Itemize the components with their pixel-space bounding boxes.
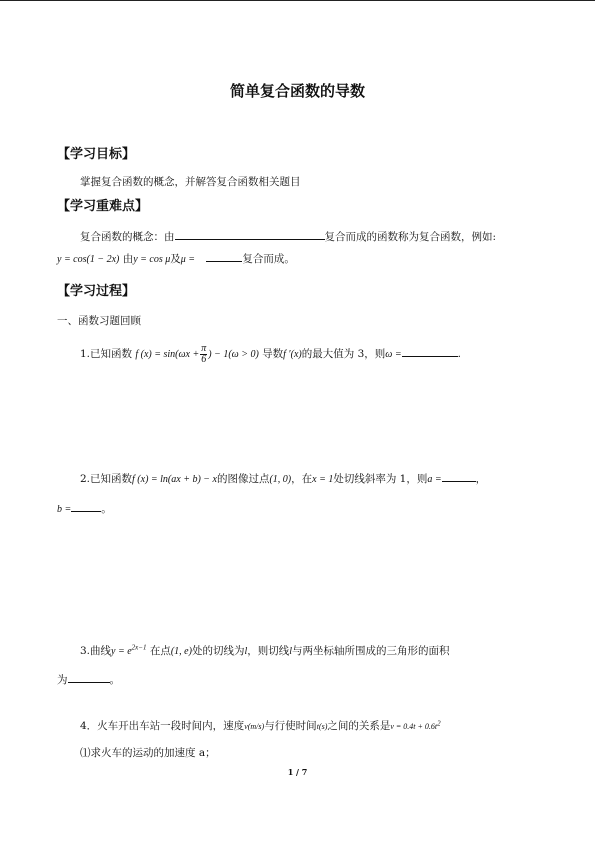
q1-fraction-numerator: π [201,342,207,354]
key-line-1-start: 复合函数的概念：由 [80,231,175,243]
section-process-heading: 【学习过程】 [57,284,136,299]
q2-comma: ， [475,473,487,485]
q2-b: b = [57,504,72,515]
q3-text-at: 在点 [149,645,171,657]
q4-label: 4．火车开出车站一段时间内，速度 [80,720,245,732]
q1-end: . [457,348,461,360]
question-3 [80,643,450,658]
question-3-line-2 [57,671,120,687]
key-line-1 [80,228,496,244]
q2-end: 。 [101,503,112,515]
q2-point: (1, 0) [269,474,292,485]
q3-curve-base: y = e [111,646,132,657]
q1-answer-blank [402,345,458,357]
q1-function-end: ) − 1(ω > 0) [208,349,259,360]
section-key-heading: 【学习重难点】 [57,199,149,214]
q2-a: a = [427,474,442,485]
q3-text-then: ，则切线 [247,645,290,657]
q3-answer-blank [68,671,110,683]
key-line-2-end: 复合而成。 [242,253,295,265]
q2-text-slope: 处切线斜率为 1，则 [333,473,428,485]
section-goal-heading: 【学习目标】 [57,147,136,162]
q3-point: (1, e) [170,646,192,657]
q2-a-blank [442,470,476,482]
q2-function: f (x) = ln(ax + b) − x [132,474,217,485]
question-2-line-2 [57,500,112,516]
q2-x-value: x = 1 [312,474,334,485]
key-line-2-by: 由 [122,253,134,265]
q1-label: 1.已知函数 [80,348,133,360]
example-expression: y = cos(1 − 2x) [57,254,120,265]
q4-time: t(s) [316,722,328,731]
question-1 [80,343,461,366]
q2-label: 2.已知函数 [80,473,133,485]
q3-text-tangent: 处的切线为 [191,645,245,657]
q3-line-l: l [244,646,248,657]
q3-line-l-2: l [289,646,293,657]
key-line-1-end: 复合而成的函数称为复合函数，例如: [324,231,497,243]
q4-text-time: 与行使时间 [264,720,317,732]
q3-text-area: 与两坐标轴所围成的三角形的面积 [292,645,450,657]
q3-label: 3.曲线 [80,645,112,657]
key-line-2 [57,250,295,266]
page-title: 简单复合函数的导数 [229,82,365,100]
q4-text-relation: 之间的关系是 [327,720,391,732]
q1-omega: ω = [385,349,402,360]
q2-text-at: ，在 [291,473,313,485]
q4-velocity: v(m/s) [244,722,265,731]
q4-relation-base: v = 0.4t + 0.6t [390,722,438,731]
q4-relation [390,719,441,731]
top-rule [0,0,595,1]
q3-line-2-label: 为 [57,674,68,686]
q1-text-derivative: 导数 [262,348,284,360]
page-number: 1 / 7 [287,767,308,777]
q3-curve [111,643,147,657]
goal-text: 掌握复合函数的概念，并解答复合函数相关题目 [80,176,301,188]
example-inner-function: μ = [180,254,196,265]
part-one-heading: 一、函数习题回顾 [57,315,141,327]
q1-text-max: 的最大值为 3，则 [301,348,386,360]
q4-relation-exponent: 2 [437,719,441,728]
blank-inner-function [206,250,242,262]
blank-composition [175,228,325,240]
q1-derivative: f ′(x) [283,349,302,360]
q1-fraction-denominator: 6 [201,353,207,365]
question-4 [80,718,441,733]
q1-fraction [200,344,207,365]
q2-b-blank [71,500,101,512]
q1-function-start: f (x) = sin(ωx + [135,349,200,360]
question-4-sub-1: ⑴求火车的运动的加速度 a； [80,747,216,759]
question-2 [80,470,486,486]
q2-text-passes: 的图像过点 [216,473,270,485]
q3-end: 。 [109,674,120,686]
key-line-2-and: 及 [170,253,181,265]
q3-curve-exponent: 2x−1 [131,643,147,652]
example-outer-function: y = cos μ [133,254,171,265]
